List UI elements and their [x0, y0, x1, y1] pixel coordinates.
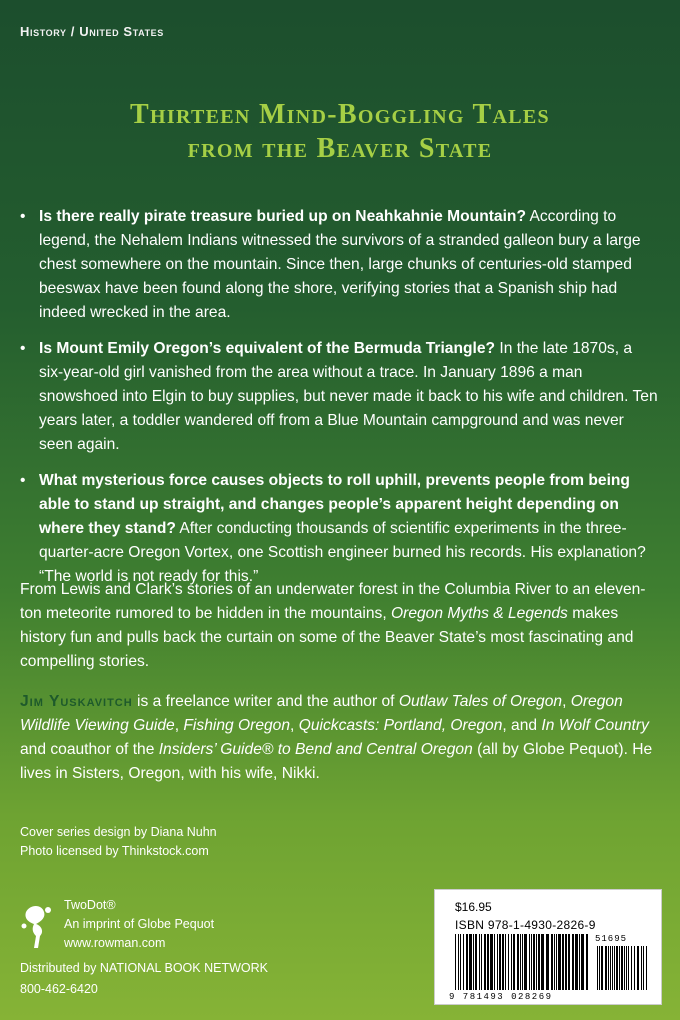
bio-book-title: Outlaw Tales of Oregon [398, 693, 563, 710]
barcode-number: 9 781493 028269 [449, 992, 553, 1002]
bio-text: , [290, 717, 299, 734]
teaser-list [20, 205, 660, 601]
summary-text-after: makes history fun and pulls back the curtain on some of the Beaver State’s most fascinating and compelling stories. [20, 605, 634, 670]
headline-line-1: Thirteen Mind-Boggling Tales [130, 99, 550, 130]
design-credit: Cover series design by Diana Nuhn [20, 825, 217, 839]
publisher-block [20, 896, 280, 956]
bio-text: is a freelance writer and the author of [132, 693, 399, 710]
bio-text: (all by Globe Pequot). He lives in Sisters, Oregon, with his wife, Nikki. [20, 741, 653, 782]
bio-text: , [174, 717, 184, 734]
distributor-phone: 800-462-6420 [20, 982, 98, 996]
bio-book-title: Quickcasts: Portland, Oregon [298, 717, 503, 734]
price: $16.95 [455, 900, 492, 914]
teaser-text: In the late 1870s, a six-year-old girl vanished from the area without a trace. In January 1896 a man snowshoed into Elgin to buy supplies, but never made it back to his wife and children. Ten years later, a toddler wandered off from a Blue Mountain campground and was never seen again. [39, 340, 658, 453]
teaser-item [20, 205, 660, 325]
bullet-icon: • [20, 208, 26, 225]
book-summary [20, 578, 660, 674]
bio-book-title: In Wolf Country [541, 717, 649, 734]
bio-text: , [562, 693, 571, 710]
summary-text-before: From Lewis and Clark’s stories of an underwater forest in the Columbia River to an eleven-ton meteorite rumored to be hidden in the mountains, [20, 581, 646, 622]
bio-book-title: Fishing Oregon [183, 717, 291, 734]
credits [20, 823, 217, 861]
bio-book-title: Oregon Wildlife Viewing Guide [20, 693, 623, 734]
author-bio [20, 690, 660, 786]
publisher-name: TwoDot® [64, 898, 116, 912]
teaser-question: Is Mount Emily Oregon’s equivalent of the Bermuda Triangle? [39, 340, 496, 357]
publisher-imprint: An imprint of Globe Pequot [64, 917, 215, 931]
barcode-addon-number: 51695 [595, 934, 628, 944]
author-name: Jim Yuskavitch [20, 693, 133, 710]
photo-credit: Photo licensed by Thinkstock.com [20, 844, 209, 858]
category-label: History / United States [20, 24, 164, 39]
bullet-icon: • [20, 472, 26, 489]
publisher-info [64, 896, 214, 953]
teaser-question: What mysterious force causes objects to roll uphill, prevents people from being able to stand up straight, and changes people’s apparent height depending on where they stand? [39, 472, 630, 537]
bio-text: , and [502, 717, 542, 734]
teaser-text: After conducting thousands of scientific experiments in the three-quarter-acre Oregon Vortex, one Scottish engineer burned his records. His explanation? “The world is not ready for this.” [39, 520, 646, 585]
teaser-text: According to legend, the Nehalem Indians witnessed the survivors of a stranded galleon bury a large chest somewhere on the mountain. Since then, large chunks of centuries-old stamped beeswax have been found along the shore, verifying stories that a Spanish ship had indeed wrecked in the area. [39, 208, 641, 321]
headline-line-2: from the Beaver State [187, 133, 493, 164]
bio-text: and coauthor of the [20, 741, 159, 758]
teaser-item [20, 469, 660, 589]
bio-book-title: Insiders’ Guide® to Bend and Central Oregon [158, 741, 473, 758]
barcode-box [434, 889, 662, 1005]
book-title: Oregon Myths & Legends [391, 605, 568, 622]
teaser-question: Is there really pirate treasure buried up on Neahkahnie Mountain? [39, 208, 526, 225]
bullet-icon: • [20, 340, 26, 357]
distribution-info [20, 958, 268, 1000]
twodot-logo-icon [20, 902, 54, 950]
headline [0, 98, 680, 166]
teaser-item [20, 337, 660, 457]
distributor: Distributed by NATIONAL BOOK NETWORK [20, 961, 268, 975]
isbn: ISBN 978-1-4930-2826-9 [455, 918, 596, 932]
publisher-website: www.rowman.com [64, 936, 166, 950]
